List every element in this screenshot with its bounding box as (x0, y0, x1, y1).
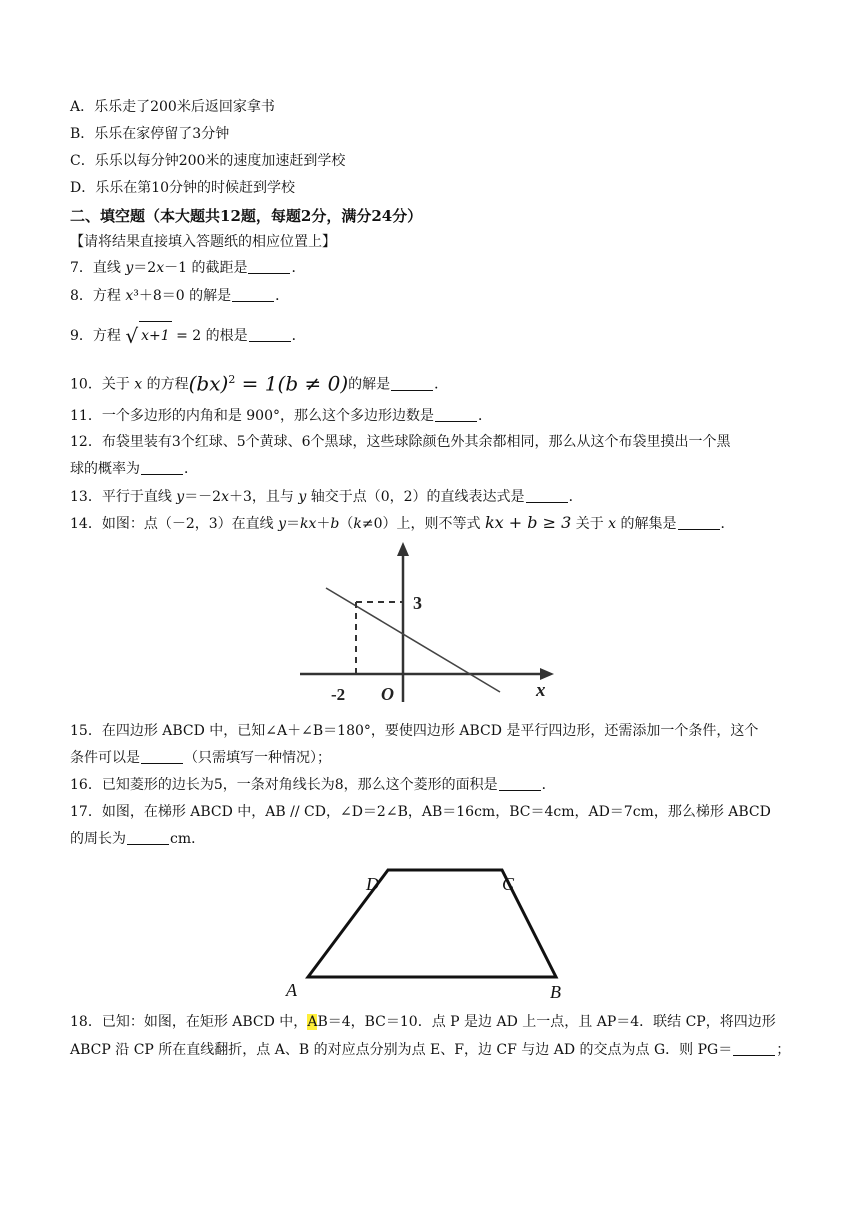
trapezoid-shape (308, 870, 556, 977)
inequality: kx + b ≥ 3 (484, 513, 572, 532)
answer-blank (499, 776, 541, 791)
x-axis-arrow (540, 668, 554, 680)
answer-blank (141, 460, 183, 475)
question-12-line2: 球的概率为 ． (70, 461, 198, 477)
answer-blank (391, 376, 433, 391)
answer-blank (678, 515, 720, 530)
question-7: 7．直线 y＝2x－1 的截距是 ． (70, 260, 306, 276)
question-8: 8．方程 x³＋8＝0 的解是 ． (70, 288, 290, 304)
option-c: C．乐乐以每分钟200米的速度加速赶到学校 (70, 153, 346, 169)
highlight: A (307, 1014, 318, 1030)
figure-17-trapezoid (280, 866, 580, 1006)
question-17-line2: 的周长为 cm． (70, 831, 206, 847)
question-17-line1: 17．如图，在梯形 ABCD 中，AB // CD，∠D＝2∠B，AB＝16cm，BC＝4cm，AD＝7cm，那么梯形 ABCD (70, 804, 771, 820)
question-12-line1: 12．布袋里装有3个红球、5个黄球、6个黑球，这些球除颜色外其余都相同，那么从这个布袋里摸出一个黑 (70, 434, 731, 450)
vertex-c: C (502, 874, 515, 894)
label-x: x (536, 680, 546, 701)
answer-blank (248, 259, 290, 274)
question-9: 9．方程 √ x+1 = 2 的根是 ． (70, 321, 800, 350)
section-instruction: 【请将结果直接填入答题纸的相应位置上】 (70, 234, 336, 250)
vertex-b: B (550, 982, 561, 1002)
section-heading: 二、填空题（本大题共12题，每题2分，满分24分） (70, 207, 423, 225)
vertex-d: D (366, 874, 379, 894)
answer-blank (232, 287, 274, 302)
option-b: B．乐乐在家停留了3分钟 (70, 126, 230, 142)
equation-right: = 1(b ≠ 0) (235, 371, 349, 396)
question-18-line1: 18．已知：如图，在矩形 ABCD 中，AB＝4，BC＝10．点 P 是边 AD 上一点，且 AP＝4．联结 CP，将四边形 (70, 1014, 776, 1030)
y-axis-arrow (397, 542, 409, 556)
answer-blank (141, 749, 183, 764)
vertex-a: A (286, 980, 297, 1000)
answer-blank (127, 830, 169, 845)
label-origin: O (381, 684, 394, 704)
answer-blank (435, 407, 477, 422)
question-11: 11．一个多边形的内角和是 900°，那么这个多边形边数是 ． (70, 408, 492, 424)
figure-14-graph (296, 540, 586, 710)
question-13: 13．平行于直线 y＝－2x＋3，且与 y 轴交于点（0，2）的直线表达式是 ． (70, 489, 583, 505)
answer-blank (249, 327, 291, 342)
answer-blank (526, 488, 568, 503)
question-10: 10．关于 x 的方程(bx)$^2$ = 1(b ≠ 0)的解是 ． (70, 371, 449, 396)
question-16: 16．已知菱形的边长为5，一条对角线长为8，那么这个菱形的面积是 ． (70, 777, 556, 793)
answer-blank (733, 1041, 775, 1056)
question-18-line2: ABCP 沿 CP 所在直线翻折，点 A、B 的对应点分别为点 E、F，边 CF 与边 AD 的交点为点 G．则 PG＝ ； (70, 1042, 791, 1058)
label-neg2: -2 (331, 685, 346, 704)
question-14: 14．如图：点（－2，3）在直线 y＝kx＋b（k≠0）上，则不等式 kx + b ≥ 3 关于 x 的解集是 ． (70, 513, 735, 532)
option-d: D．乐乐在第10分钟的时候赶到学校 (70, 180, 296, 196)
radicand: x+1 (139, 321, 172, 350)
option-a: A．乐乐走了200米后返回家拿书 (70, 99, 275, 115)
label-3: 3 (413, 593, 422, 613)
question-15-line2: 条件可以是 （只需填写一种情况）； (70, 750, 331, 766)
question-15-line1: 15．在四边形 ABCD 中，已知∠A＋∠B＝180°，要使四边形 ABCD 是平行四边形，还需添加一个条件，这个 (70, 723, 759, 739)
equation-left: (bx) (188, 371, 229, 396)
